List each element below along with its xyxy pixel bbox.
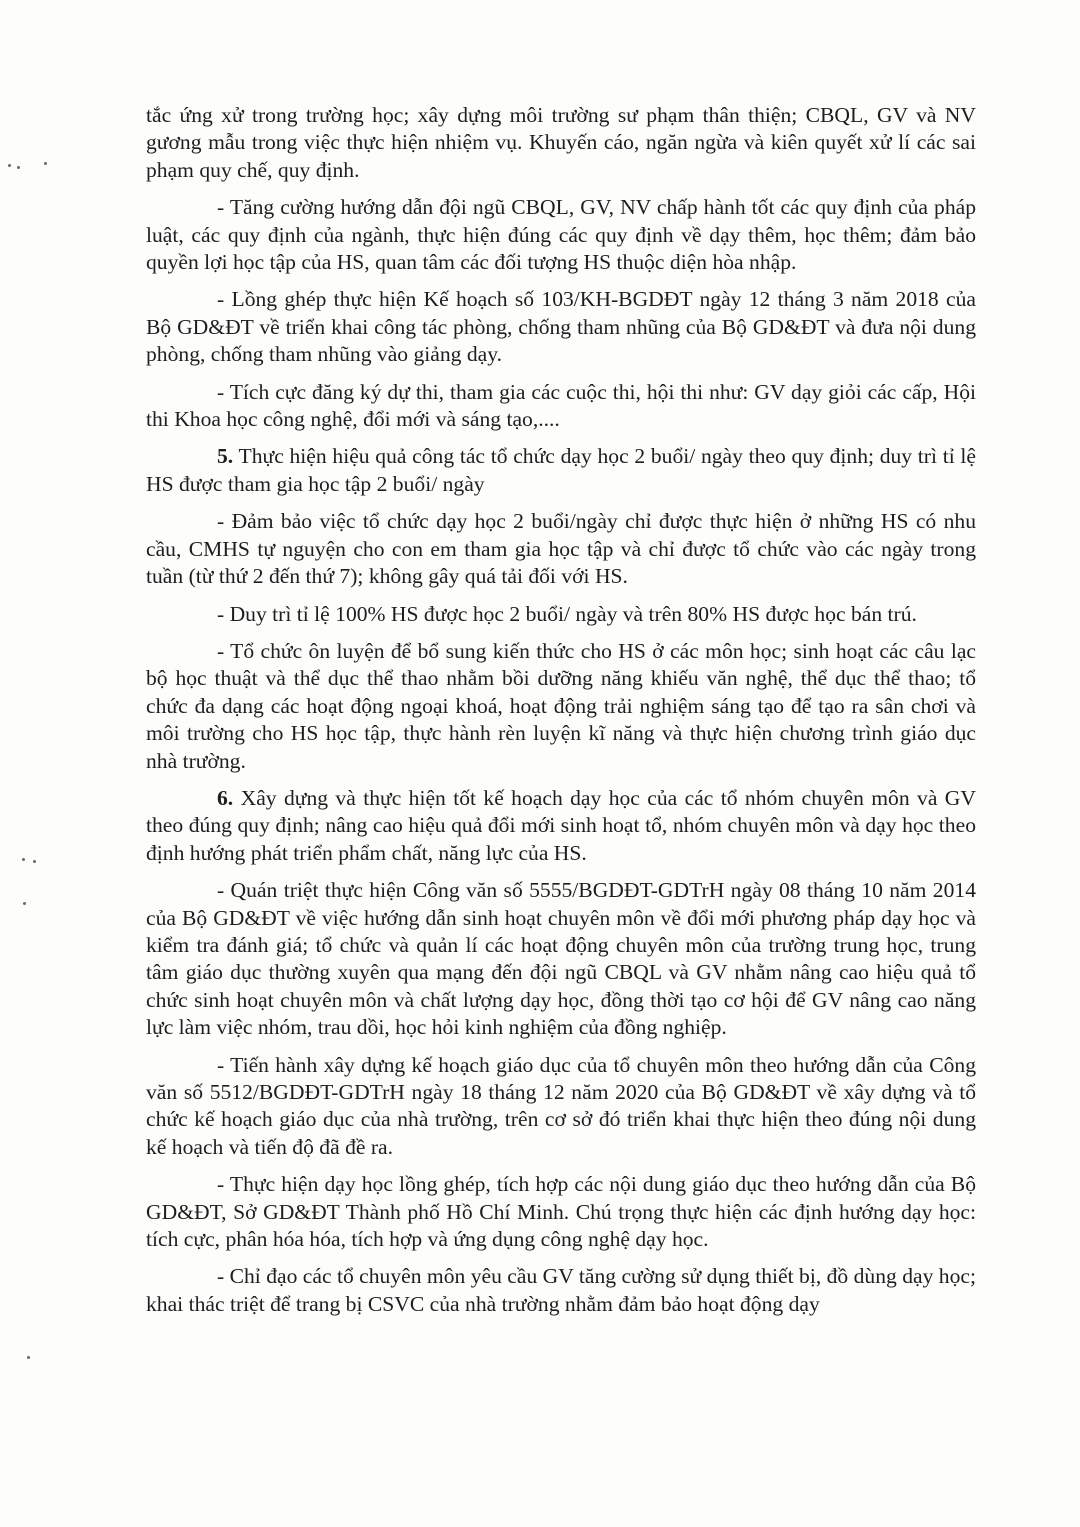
bullet-paragraph — [146, 1171, 976, 1253]
paragraph-continuation — [146, 102, 976, 184]
section-number: 5. — [217, 444, 234, 469]
scan-speck — [33, 860, 36, 863]
bullet-paragraph — [146, 508, 976, 590]
document-body — [146, 102, 976, 1328]
bullet-paragraph — [146, 601, 976, 628]
bullet-paragraph — [146, 194, 976, 276]
paragraph-text: - Tổ chức ôn luyện để bổ sung kiến thức cho HS ở các môn học; sinh hoạt các câu lạc bộ học thuật và thể dục thể thao nhằm bồi dưỡng năng khiếu văn nghệ, thể dục thể thao; tổ chức đa dạng các hoạt động ngoại khoá, hoạt động trải nghiệm sáng tạo để tạo ra sân chơi và môi trường cho HS học tập, thực hành rèn luyện kĩ năng và thực hiện chương trình giáo dục nhà trường. — [146, 638, 976, 773]
paragraph-text: - Thực hiện dạy học lồng ghép, tích hợp các nội dung giáo dục theo hướng dẫn của Bộ GD&ĐT, Sở GD&ĐT Thành phố Hồ Chí Minh. Chú trọng thực hiện các định hướng dạy học: tích cực, phân hóa hóa, tích hợp và ứng dụng công nghệ dạy học. — [146, 1172, 976, 1252]
bullet-paragraph — [146, 877, 976, 1041]
paragraph-text: - Lồng ghép thực hiện Kế hoạch số 103/KH-BGDĐT ngày 12 tháng 3 năm 2018 của Bộ GD&ĐT về triển khai công tác phòng, chống tham nhũng của Bộ GD&ĐT và đưa nội dung phòng, chống tham nhũng vào giảng dạy. — [146, 287, 976, 367]
paragraph-text: - Tăng cường hướng dẫn đội ngũ CBQL, GV, NV chấp hành tốt các quy định của pháp luật, các quy định của ngành, thực hiện đúng các quy định về dạy thêm, học thêm; đảm bảo quyền lợi học tập của HS, quan tâm các đối tượng HS thuộc diện hòa nhập. — [146, 195, 976, 275]
bullet-paragraph — [146, 379, 976, 434]
section-heading-text: Xây dựng và thực hiện tốt kế hoạch dạy học của các tổ nhóm chuyên môn và GV theo đúng quy định; nâng cao hiệu quả đổi mới sinh hoạt tổ, nhóm chuyên môn và dạy học theo định hướng phát triển phẩm chất, năng lực của HS. — [146, 785, 976, 865]
section-heading-text: Thực hiện hiệu quả công tác tổ chức dạy học 2 buổi/ ngày theo quy định; duy trì tỉ lệ HS được tham gia học tập 2 buổi/ ngày — [146, 444, 976, 496]
bullet-paragraph — [146, 1263, 976, 1318]
paragraph-text: - Quán triệt thực hiện Công văn số 5555/BGDĐT-GDTrH ngày 08 tháng 10 năm 2014 của Bộ GD&ĐT về việc hướng dẫn sinh hoạt chuyên môn về đổi mới phương pháp dạy học và kiểm tra đánh giá; tổ chức và quản lí các hoạt động chuyên môn của trường trung học, trung tâm giáo dục thường xuyên qua mạng đến đội ngũ CBQL và GV nhằm nâng cao hiệu quả tổ chức sinh hoạt chuyên môn và chất lượng dạy học, đồng thời tạo cơ hội để GV nâng cao năng lực làm việc nhóm, trau dồi, học hỏi kinh nghiệm của đồng nghiệp. — [146, 878, 976, 1040]
bullet-paragraph — [146, 1052, 976, 1162]
scan-speck — [27, 1356, 30, 1359]
scan-speck — [44, 162, 47, 165]
scan-speck — [8, 164, 11, 167]
paragraph-text: - Tiến hành xây dựng kế hoạch giáo dục của tổ chuyên môn theo hướng dẫn của Công văn số 5512/BGDĐT-GDTrH ngày 18 tháng 12 năm 2020 của Bộ GD&ĐT về xây dựng và tổ chức kế hoạch giáo dục của nhà trường, trên cơ sở đó triển khai thực hiện theo đúng nội dung kế hoạch và tiến độ đã đề ra. — [146, 1052, 976, 1159]
scan-speck — [17, 166, 20, 169]
paragraph-text: - Chỉ đạo các tổ chuyên môn yêu cầu GV tăng cường sử dụng thiết bị, đồ dùng dạy học; khai thác triệt để trang bị CSVC của nhà trường nhằm đảm bảo hoạt động dạy — [146, 1264, 976, 1316]
scan-speck — [23, 902, 26, 905]
section-heading-6 — [146, 785, 976, 867]
paragraph-text: - Tích cực đăng ký dự thi, tham gia các cuộc thi, hội thi như: GV dạy giỏi các cấp, Hội thi Khoa học công nghệ, đổi mới và sáng tạo,.... — [146, 379, 976, 432]
bullet-paragraph — [146, 638, 976, 775]
paragraph-text: tắc ứng xử trong trường học; xây dựng môi trường sư phạm thân thiện; CBQL, GV và NV gương mẫu trong việc thực hiện nhiệm vụ. Khuyến cáo, ngăn ngừa và kiên quyết xử lí các sai phạm quy chế, quy định. — [146, 103, 976, 182]
scan-speck — [22, 858, 25, 861]
paragraph-text: - Duy trì tỉ lệ 100% HS được học 2 buổi/ ngày và trên 80% HS được học bán trú. — [217, 601, 917, 626]
section-heading-5 — [146, 443, 976, 498]
section-number: 6. — [217, 785, 234, 810]
paragraph-text: - Đảm bảo việc tổ chức dạy học 2 buổi/ngày chỉ được thực hiện ở những HS có nhu cầu, CMHS tự nguyện cho con em tham gia học tập và chỉ được tổ chức vào các ngày trong tuần (từ thứ 2 đến thứ 7); không gây quá tải đối với HS. — [146, 509, 976, 589]
bullet-paragraph — [146, 286, 976, 368]
